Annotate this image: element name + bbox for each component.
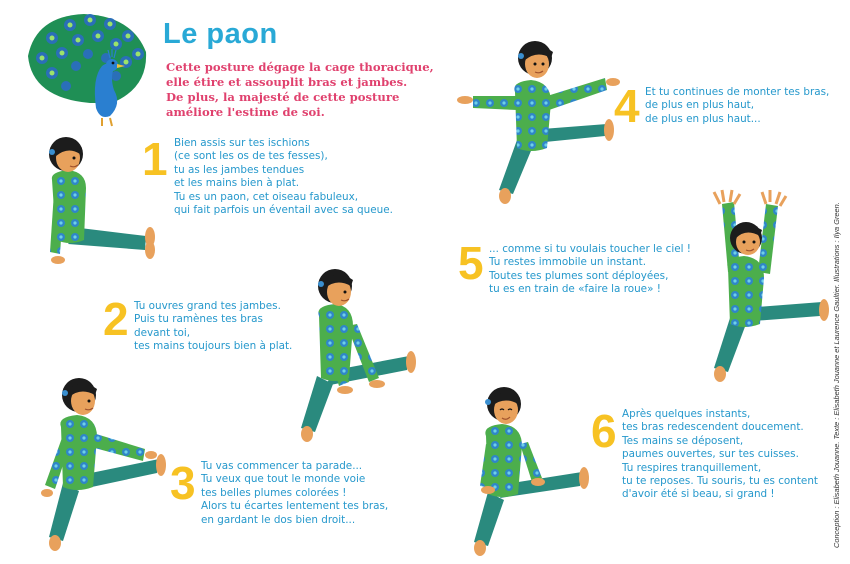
intro-text	[166, 60, 434, 120]
step-line: Alors tu écartes lentement tes bras,	[201, 500, 389, 513]
step-line: Après quelques instants,	[622, 408, 751, 420]
step-number: 1	[142, 133, 168, 185]
intro-line: améliore l'estime de soi.	[166, 105, 325, 119]
step-number: 4	[614, 80, 640, 132]
step-text	[622, 408, 818, 502]
child-pose-3	[35, 375, 170, 555]
step-line: Tu veux que tout le monde voie	[201, 473, 366, 486]
step-text	[489, 243, 691, 297]
step-line: de plus en plus haut...	[645, 112, 761, 125]
step-line: ... comme si tu voulais toucher le ciel !	[489, 243, 691, 255]
intro-line: De plus, la majesté de cette posture	[166, 90, 400, 104]
step-line: en gardant le dos bien droit...	[201, 513, 356, 526]
step-number: 5	[458, 237, 484, 289]
intro-line: Cette posture dégage la cage thoracique,	[166, 60, 434, 74]
step-number: 3	[170, 457, 196, 509]
step-line: Tes mains se déposent,	[622, 434, 744, 447]
child-pose-4	[455, 40, 625, 210]
step-line: Tu es un paon, cet oiseau fabuleux,	[174, 190, 359, 203]
step-line: tu te reposes. Tu souris, tu es content	[622, 475, 818, 488]
step-text	[134, 300, 292, 354]
credit-text: Conception : Elisabeth Jouanne. Texte : Elisabeth Jouanne et Laurence Gaultier. Illustrations : Ilya Green.	[832, 202, 841, 548]
step-text	[174, 137, 393, 217]
step-line: Puis tu ramènes tes bras	[134, 313, 263, 326]
step-number: 6	[591, 405, 617, 457]
step-line: Et tu continues de monter tes bras,	[645, 86, 830, 98]
step-line: d'avoir été si beau, si grand !	[622, 488, 775, 501]
step-line: devant toi,	[134, 326, 191, 339]
child-pose-5	[700, 190, 835, 385]
step-line: Bien assis sur tes ischions	[174, 137, 310, 149]
step-line: tes belles plumes colorées !	[201, 486, 347, 499]
step-line: tu es en train de «faire la roue» !	[489, 283, 661, 296]
step-line: de plus en plus haut,	[645, 99, 755, 112]
step-line: paumes ouvertes, sur tes cuisses.	[622, 448, 799, 461]
step-line: tes mains toujours bien à plat.	[134, 340, 293, 353]
step-line: (ce sont les os de tes fesses),	[174, 150, 328, 163]
step-line: tu as les jambes tendues	[174, 163, 305, 176]
peacock-illustration	[22, 8, 162, 128]
step-text	[201, 460, 388, 527]
step-line: Tu vas commencer ta parade...	[201, 460, 363, 472]
step-number: 2	[103, 293, 129, 345]
step-line: Tu ouvres grand tes jambes.	[134, 300, 281, 312]
page-title: Le paon	[163, 18, 278, 50]
step-line: et les mains bien à plat.	[174, 177, 300, 190]
step-line: Toutes tes plumes sont déployées,	[489, 269, 669, 282]
step-text	[645, 86, 829, 126]
child-pose-6	[460, 382, 595, 560]
step-line: qui fait parfois un éventail avec sa queue.	[174, 204, 393, 217]
child-pose-2	[295, 266, 420, 446]
step-line: tes bras redescendent doucement.	[622, 421, 804, 434]
step-line: Tu restes immobile un instant.	[489, 256, 647, 269]
step-line: Tu respires tranquillement,	[622, 461, 762, 474]
intro-line: elle étire et assouplit bras et jambes.	[166, 75, 408, 89]
